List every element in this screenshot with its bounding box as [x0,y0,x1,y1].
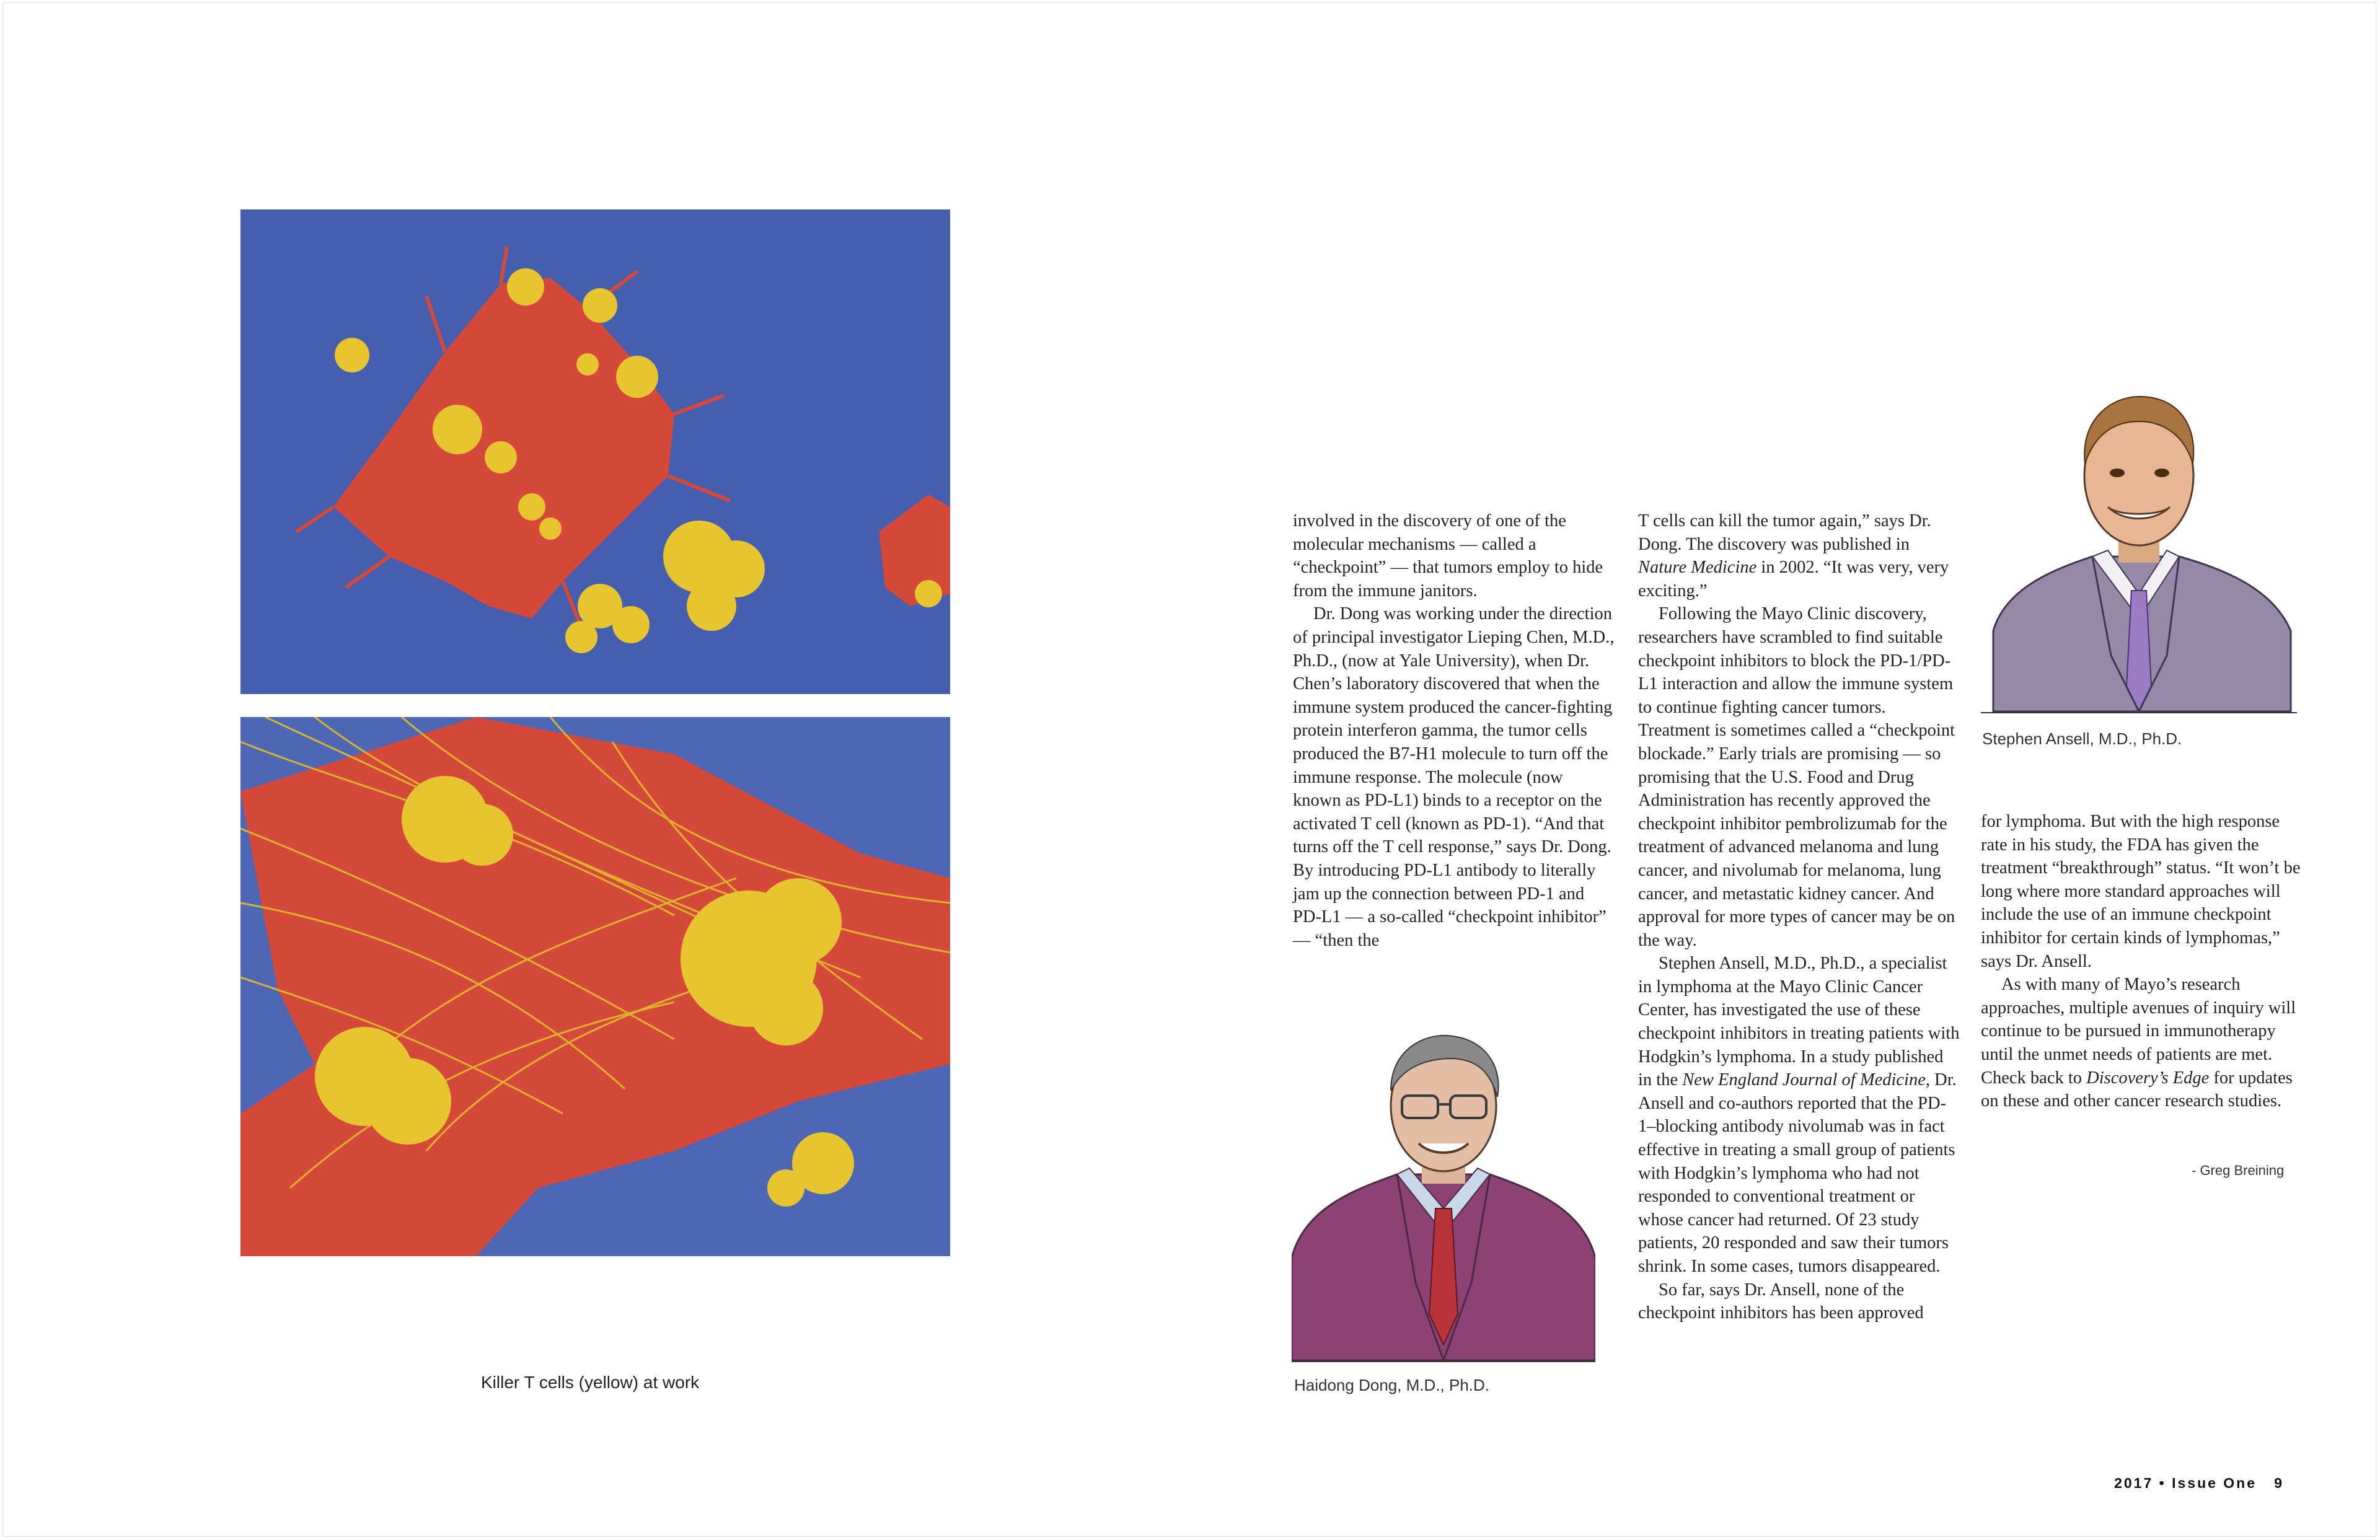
portrait-stephen-ansell [1981,389,2297,715]
journal-title: Nature Medicine [1638,558,1757,578]
paragraph: Following the Mayo Clinic discovery, researchers have scrambled to find suitable checkpoint inhibitors to block the PD-1/PD-L1 interaction and allow the immune system to continue fighting cancer tumors. Treatment is sometimes called a “checkpoint blockade.” Early trials are promising — so promising that the U.S. Food and Drug Administration has recently approved the checkpoint inhibitor pembrolizumab for the treatment of advanced melanoma and lung cancer, and nivolumab for melanoma, lung cancer, and metastatic kidney cancer. And approval for more types of cancer may be on the way. [1638,604,1955,950]
paragraph: So far, says Dr. Ansell, none of the checkpoint inhibitors has been approved [1638,1280,1924,1323]
portrait-haidong-dong [1292,1023,1595,1363]
portrait-caption-dong: Haidong Dong, M.D., Ph.D. [1294,1376,1490,1394]
publication-title: Discovery’s Edge [2086,1068,2210,1088]
micrograph-top [240,209,950,694]
text-column-3 [1981,810,2303,1113]
paragraph: As with many of Mayo’s research approaches, multiple avenues of inquiry will continue to be pursued in immunotherapy until the unmet needs of patients are met. Check back to Discovery’s Edge for updates on these and other cancer research studies. [1981,975,2296,1111]
paragraph: Dr. Dong was working under the direction of principal investigator Lieping Chen, M.D., Ph.D., (now at Yale University), when Dr. Chen’s laboratory discovered that when the immune system produced the cancer-fighting protein interferon gamma, the tumor cells produced the B7-H1 molecule to turn off the immune response. The molecule (now known as PD-L1) binds to a receptor on the activated T cell (known as PD-1). “And that turns off the T cell response,” says Dr. Dong. By introducing PD-L1 antibody to literally jam up the connection between PD-1 and PD-L1 — a so-called “checkpoint inhibitor” — “then the [1293,604,1615,950]
paragraph: for lymphoma. But with the high response rate in his study, the FDA has given the treatment “breakthrough” status. “It won’t be long where more standard approaches will include the use of an immune checkpoint inhibitor for certain kinds of lymphomas,” says Dr. Ansell. [1981,812,2301,971]
micrograph-bottom [240,717,950,1256]
paragraph: T cells can kill the tumor again,” says Dr. Dong. The discovery was published in Nature Medicine in 2002. “It was very, very exciting.” [1638,511,1949,601]
author-signature: - Greg Breining [2192,1163,2285,1178]
journal-title: New England Journal of Medicine [1682,1070,1926,1090]
page-footer: 2017 • Issue One 9 [2114,1475,2284,1491]
text-column-2 [1638,509,1960,1325]
paragraph: Stephen Ansell, M.D., Ph.D., a specialist in lymphoma at the Mayo Clinic Cancer Center, has investigated the use of these checkpoint inhibitors in treating patients with Hodgkin’s lymphoma. In a study published in the New England Journal of Medicine, Dr. Ansell and co-authors reported that the PD-1–blocking antibody nivolumab was in fact effective in treating a small group of patients with Hodgkin’s lymphoma who had not responded to conventional treatment or whose cancer had returned. Of 23 study patients, 20 responded and saw their tumors shrink. In some cases, tumors disappeared. [1638,954,1960,1276]
figure-caption: Killer T cells (yellow) at work [481,1373,700,1392]
text-column-1 [1293,509,1615,952]
paragraph: involved in the discovery of one of the molecular mechanisms — called a “checkpoint” — that tumors employ to hide from the immune janitors. [1293,511,1603,601]
portrait-caption-ansell: Stephen Ansell, M.D., Ph.D. [1982,729,2182,748]
